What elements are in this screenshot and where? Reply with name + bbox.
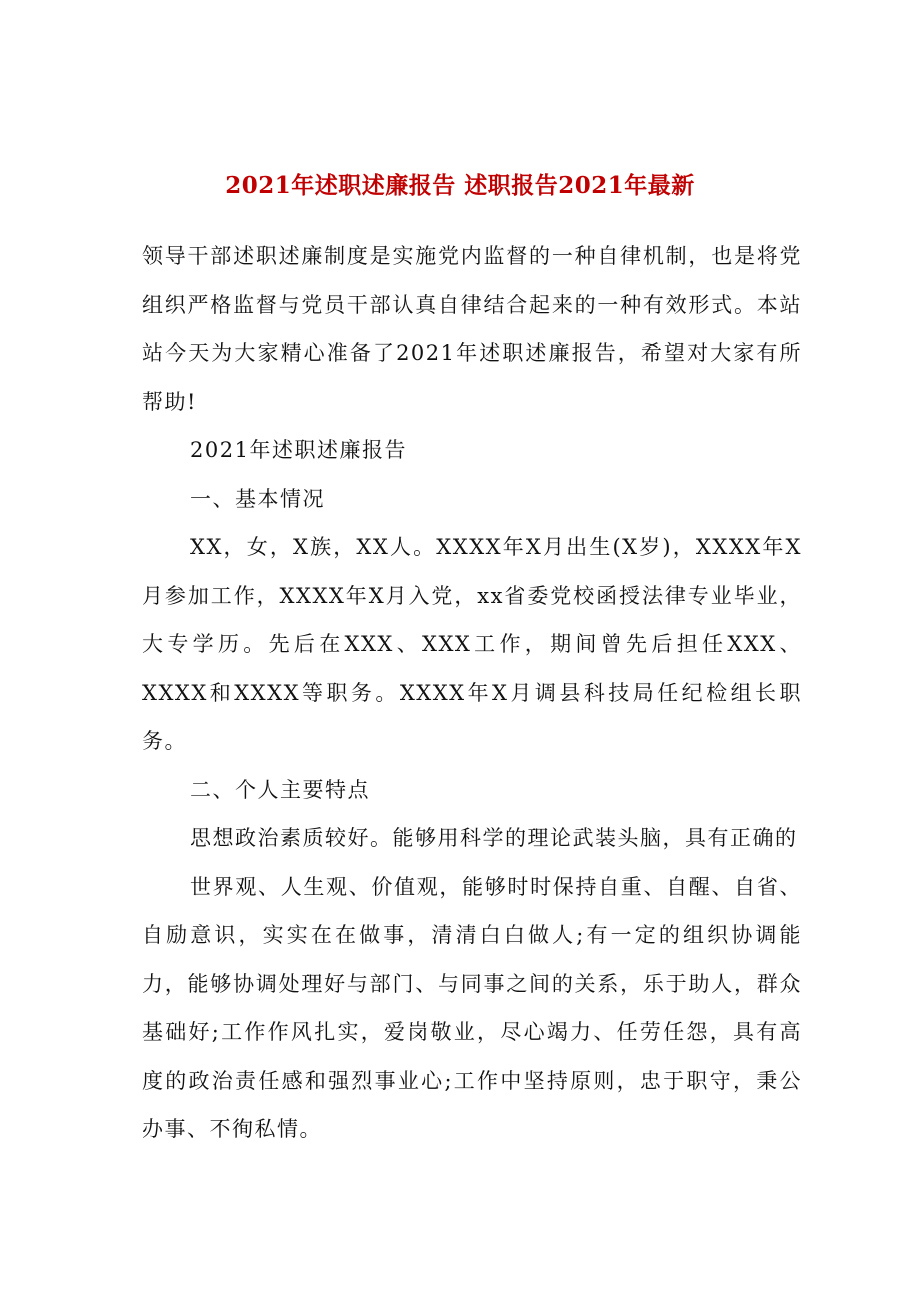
document-title: 2021年述职述廉报告 述职报告2021年最新 (225, 172, 695, 199)
basic-info-paragraph: XX，女，X族，XX人。XXXX年X月出生(X岁)，XXXX年X月参加工作，XXXX年X月入党，xx省委党校函授法律专业毕业，大专学历。先后在XXX、XXX工作，期间曾先后担任XXX、XXXX和XXXX等职务。XXXX年X月调县科技局任纪检组长职务。 (142, 535, 802, 753)
document-body (142, 232, 802, 1154)
section-heading-basic-info: 一、基本情况 (190, 486, 325, 511)
section-heading-personal-traits: 二、个人主要特点 (190, 777, 370, 802)
report-subtitle: 2021年述职述廉报告 (190, 438, 407, 462)
intro-paragraph: 领导干部述职述廉制度是实施党内监督的一种自律机制，也是将党组织严格监督与党员干部认真自律结合起来的一种有效形式。本站站今天为大家精心准备了2021年述职述廉报告，希望对大家有所帮助! (142, 244, 802, 414)
traits-paragraph-1: 思想政治素质较好。能够用科学的理论武装头脑，具有正确的 (190, 826, 798, 850)
traits-paragraph-2: 世界观、人生观、价值观，能够时时保持自重、自醒、自省、自励意识，实实在在做事，清清白白做人;有一定的组织协调能力，能够协调处理好与部门、与同事之间的关系，乐于助人，群众基础好;工作作风扎实，爱岗敬业，尽心竭力、任劳任怨，具有高度的政治责任感和强烈事业心;工作中坚持原则，忠于职守，秉公办事、不徇私情。 (142, 874, 802, 1141)
